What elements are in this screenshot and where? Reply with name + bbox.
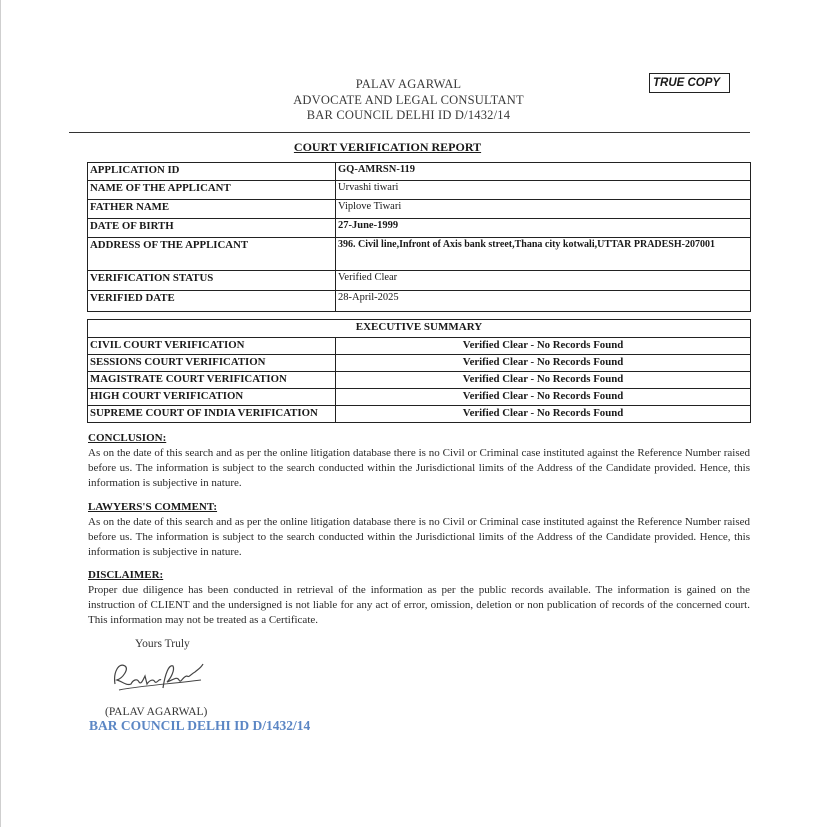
table-row <box>88 163 751 181</box>
table-row <box>88 181 751 200</box>
detail-value: 28-April-2025 <box>336 291 751 312</box>
conclusion-text: As on the date of this search and as per the online litigation database there is no Civil or Criminal case instituted against the Reference Number raised before us. The information is subject to the search conducted within the Jurisdictional limits of the Address of the Candidate provided. Hence, this information is subjective in nature. <box>88 447 750 489</box>
table-row <box>88 238 751 271</box>
table-header-row <box>88 320 751 338</box>
table-row <box>88 271 751 291</box>
summary-label: CIVIL COURT VERIFICATION <box>88 338 336 355</box>
disclaimer-text: Proper due diligence has been conducted in retrieval of the information as per the public records available. The information is gained on the instruction of CLIENT and the undersigned is not liable for any act of error, omission, deletion or non publication of records of the concerned court. This information may not be treated as a Certificate. <box>88 584 750 626</box>
detail-value: Verified Clear <box>336 271 751 291</box>
table-row <box>88 406 751 423</box>
lawyers-comment-heading: LAWYERS'S COMMENT: <box>88 501 218 513</box>
summary-value: Verified Clear - No Records Found <box>336 372 751 389</box>
summary-title: EXECUTIVE SUMMARY <box>88 320 751 338</box>
detail-label: NAME OF THE APPLICANT <box>88 181 336 200</box>
signatory-name: (PALAV AGARWAL) <box>105 706 208 718</box>
table-row <box>88 389 751 406</box>
summary-value: Verified Clear - No Records Found <box>336 406 751 423</box>
table-row <box>88 200 751 219</box>
lawyers-comment-text: As on the date of this search and as per the online litigation database there is no Civil or Criminal case instituted against the Reference Number raised before us. The information is subject to the search conducted within the Jurisdictional limits of the Address of the Candidate provided. Hence, this information is subjective in nature. <box>88 516 750 558</box>
summary-label: MAGISTRATE COURT VERIFICATION <box>88 372 336 389</box>
table-row <box>88 355 751 372</box>
detail-value: 396. Civil line,Infront of Axis bank street,Thana city kotwali,UTTAR PRADESH-207001 <box>336 238 751 271</box>
advocate-role: ADVOCATE AND LEGAL CONSULTANT <box>293 92 524 107</box>
handwritten-signature <box>109 654 209 696</box>
closing-text: Yours Truly <box>135 638 190 650</box>
detail-label: ADDRESS OF THE APPLICANT <box>88 238 336 271</box>
detail-label: VERIFIED DATE <box>88 291 336 312</box>
summary-value: Verified Clear - No Records Found <box>336 355 751 372</box>
table-row <box>88 291 751 312</box>
summary-value: Verified Clear - No Records Found <box>336 389 751 406</box>
summary-label: SESSIONS COURT VERIFICATION <box>88 355 336 372</box>
table-row <box>88 338 751 355</box>
detail-label: APPLICATION ID <box>88 163 336 181</box>
table-row <box>88 372 751 389</box>
conclusion-section <box>88 432 750 491</box>
disclaimer-heading: DISCLAIMER: <box>88 569 164 581</box>
conclusion-heading: CONCLUSION: <box>88 432 167 444</box>
lawyers-comment-section <box>88 501 750 560</box>
disclaimer-section <box>88 569 750 628</box>
advocate-name: PALAV AGARWAL <box>355 77 462 91</box>
detail-value: Urvashi tiwari <box>336 181 751 200</box>
summary-label: HIGH COURT VERIFICATION <box>88 389 336 406</box>
applicant-details-table <box>87 162 751 312</box>
header-bar-id: BAR COUNCIL DELHI ID D/1432/14 <box>306 108 511 122</box>
detail-label: FATHER NAME <box>88 200 336 219</box>
summary-value: Verified Clear - No Records Found <box>336 338 751 355</box>
signatory-bar-id: BAR COUNCIL DELHI ID D/1432/14 <box>89 718 311 733</box>
detail-label: DATE OF BIRTH <box>88 219 336 238</box>
report-title: COURT VERIFICATION REPORT <box>293 140 482 154</box>
detail-value: GQ-AMRSN-119 <box>336 163 751 181</box>
summary-label: SUPREME COURT OF INDIA VERIFICATION <box>88 406 336 423</box>
detail-value: 27-June-1999 <box>336 219 751 238</box>
executive-summary-table <box>87 319 751 423</box>
true-copy-stamp: TRUE COPY <box>649 73 730 93</box>
header-divider <box>69 132 750 133</box>
detail-label: VERIFICATION STATUS <box>88 271 336 291</box>
detail-value: Viplove Tiwari <box>336 200 751 219</box>
table-row <box>88 219 751 238</box>
